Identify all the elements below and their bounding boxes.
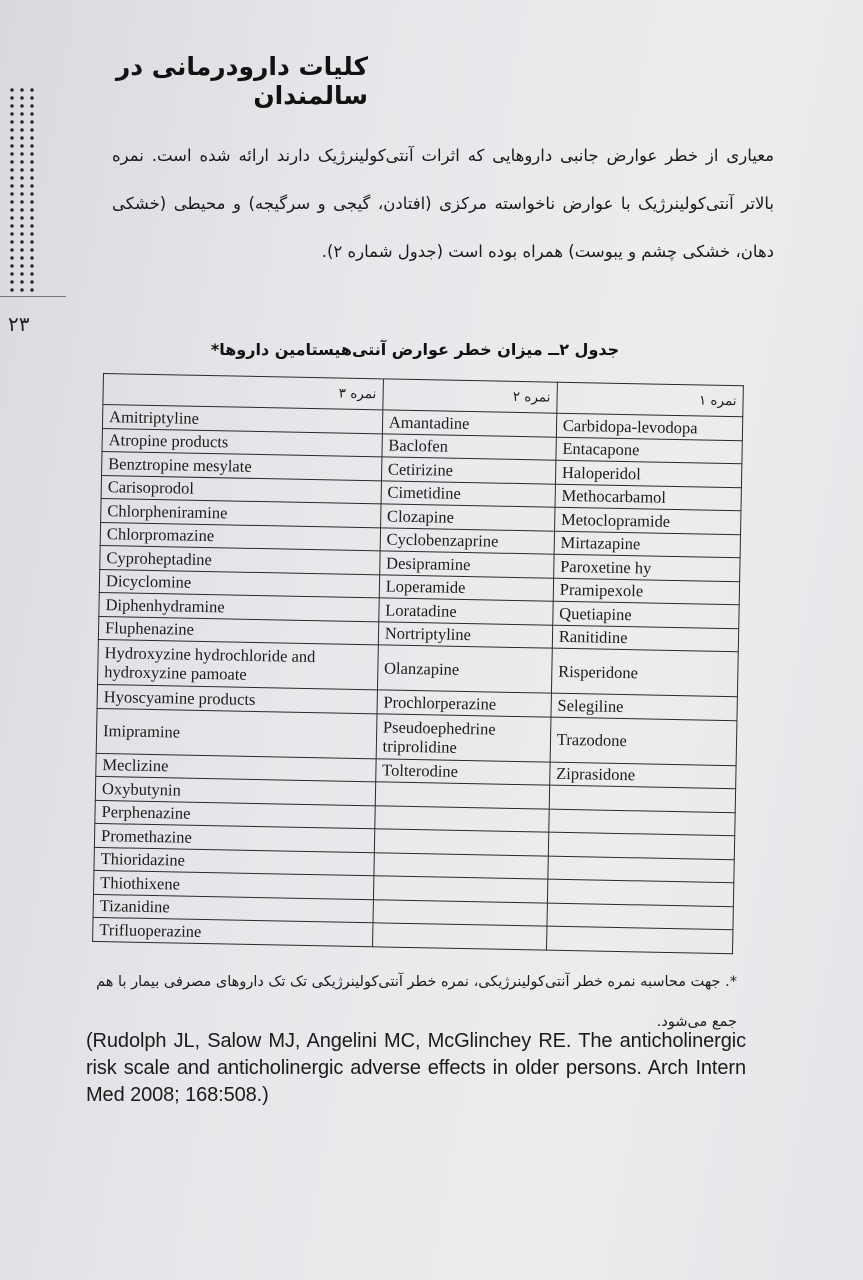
table-cell-score-3: Tizanidine (93, 894, 373, 923)
table-cell-score-1 (548, 856, 735, 883)
table-cell-score-3: Hyoscyamine products (97, 684, 377, 713)
table-cell-score-1 (547, 879, 734, 906)
table-cell-score-2 (373, 899, 547, 926)
table-cell-score-1: Mirtazapine (554, 531, 741, 558)
table-cell-score-1 (547, 903, 734, 930)
table-cell-score-3: Promethazine (94, 823, 374, 852)
table-cell-score-2: Cyclobenzaprine (380, 527, 554, 554)
header-score-3: نمره ۳ (103, 374, 383, 410)
header-score-1: نمره ۱ (557, 382, 744, 417)
margin-divider (0, 296, 66, 297)
table-cell-score-2 (375, 805, 549, 832)
table-cell-score-3: Trifluoperazine (93, 917, 373, 946)
table-cell-score-2: Prochlorperazine (377, 690, 551, 717)
table-cell-score-1: Haloperidol (555, 460, 742, 487)
table-cell-score-3: Thiothixene (93, 870, 373, 899)
table-cell-score-3: Hydroxyzine hydrochloride and hydroxyzine pamoate (98, 639, 379, 689)
table-cell-score-1: Carbidopa-levodopa (556, 413, 743, 440)
page-number: ۲۳ (8, 312, 30, 336)
table-cell-score-3: Perphenazine (95, 800, 375, 829)
table-cell-score-2: Tolterodine (375, 758, 549, 785)
table-cell-score-2 (373, 876, 547, 903)
table-cell-score-1: Ranitidine (552, 625, 739, 652)
page-header-title: کلیات دارودرمانی در سالمندان (115, 52, 368, 110)
table-cell-score-2: Pseudoephedrine triprolidine (376, 713, 551, 761)
table-cell-score-3: Chlorpromazine (100, 522, 380, 551)
table-cell-score-2: Clozapine (380, 504, 554, 531)
table-cell-score-2 (375, 782, 549, 809)
table-cell-score-2: Desipramine (379, 551, 553, 578)
table-cell-score-1 (548, 832, 735, 859)
header-score-2: نمره ۲ (383, 379, 558, 413)
table-cell-score-2: Loperamide (379, 574, 553, 601)
table-cell-score-2 (372, 923, 546, 950)
table-cell-score-2: Olanzapine (377, 645, 552, 693)
table-cell-score-1 (546, 926, 733, 953)
reference-citation: (Rudolph JL, Salow MJ, Angelini MC, McGlinchey RE. The anticholinergic risk scale and anticholinergic adverse effects in older persons. Arch Intern Med 2008; 168:508.) (86, 1030, 746, 1106)
table-cell-score-2: Amantadine (382, 410, 556, 437)
table-cell-score-1: Ziprasidone (549, 762, 736, 789)
table-cell-score-3: Imipramine (96, 708, 377, 758)
table-cell-score-2: Cetirizine (381, 457, 555, 484)
table-body (93, 405, 743, 954)
table-cell-score-1: Methocarbamol (555, 484, 742, 511)
table-cell-score-3: Cyproheptadine (100, 545, 380, 574)
table-cell-score-3: Chlorpheniramine (101, 498, 381, 527)
table-cell-score-3: Atropine products (102, 428, 382, 457)
table-cell-score-2: Baclofen (382, 433, 556, 460)
table-cell-score-1: Metoclopramide (554, 507, 741, 534)
table-cell-score-1: Pramipexole (553, 578, 740, 605)
table-cell-score-3: Dicyclomine (99, 569, 379, 598)
table-cell-score-2 (374, 852, 548, 879)
table-cell-score-1: Entacapone (556, 437, 743, 464)
table-cell-score-3: Carisoprodol (101, 475, 381, 504)
table-cell-score-1: Trazodone (550, 717, 737, 766)
table-cell-score-1: Quetiapine (553, 601, 740, 628)
table-cell-score-3: Diphenhydramine (99, 592, 379, 621)
dotted-margin-decoration (7, 86, 37, 296)
intro-paragraph: معیاری از خطر عوارض جانبی داروهایی که اثرات آنتی‌کولینرژیک دارند ارائه شده است. نمره بالاتر آنتی‌کولینرژیک با عوارض ناخواسته مرکزی (افتادن، گیجی و سرگیجه) و محیطی (خشکی دهان، خشکی چشم و یبوست) همراه بوده است (جدول شماره ۲). (112, 146, 774, 261)
table-cell-score-1: Risperidone (551, 648, 738, 697)
table-cell-score-1 (549, 809, 736, 836)
table-cell-score-3: Thioridazine (94, 847, 374, 876)
table-cell-score-2 (374, 829, 548, 856)
table-cell-score-2: Loratadine (379, 598, 553, 625)
table-cell-score-3: Meclizine (96, 753, 376, 782)
table-cell-score-1: Paroxetine hy (553, 554, 740, 581)
table-cell-score-3: Oxybutynin (95, 776, 375, 805)
table-cell-score-2: Cimetidine (381, 480, 555, 507)
table-cell-score-1 (549, 785, 736, 812)
table-cell-score-3: Amitriptyline (102, 405, 382, 434)
table-title: جدول ۲ــ میزان خطر عوارض آنتی‌هیستامین داروها* (210, 340, 620, 359)
table-cell-score-3: Fluphenazine (98, 616, 378, 645)
table-cell-score-1: Selegiline (551, 693, 738, 720)
table-footnote: *. جهت محاسبه نمره خطر آنتی‌کولینرژیکی، نمره خطر آنتی‌کولینرژیکی تک تک داروهای مصرفی بیمار با هم جمع می‌شود. (96, 974, 737, 1030)
table-cell-score-3: Benztropine mesylate (102, 451, 382, 480)
table-cell-score-2: Nortriptyline (378, 621, 552, 648)
anticholinergic-drug-table (92, 373, 744, 954)
